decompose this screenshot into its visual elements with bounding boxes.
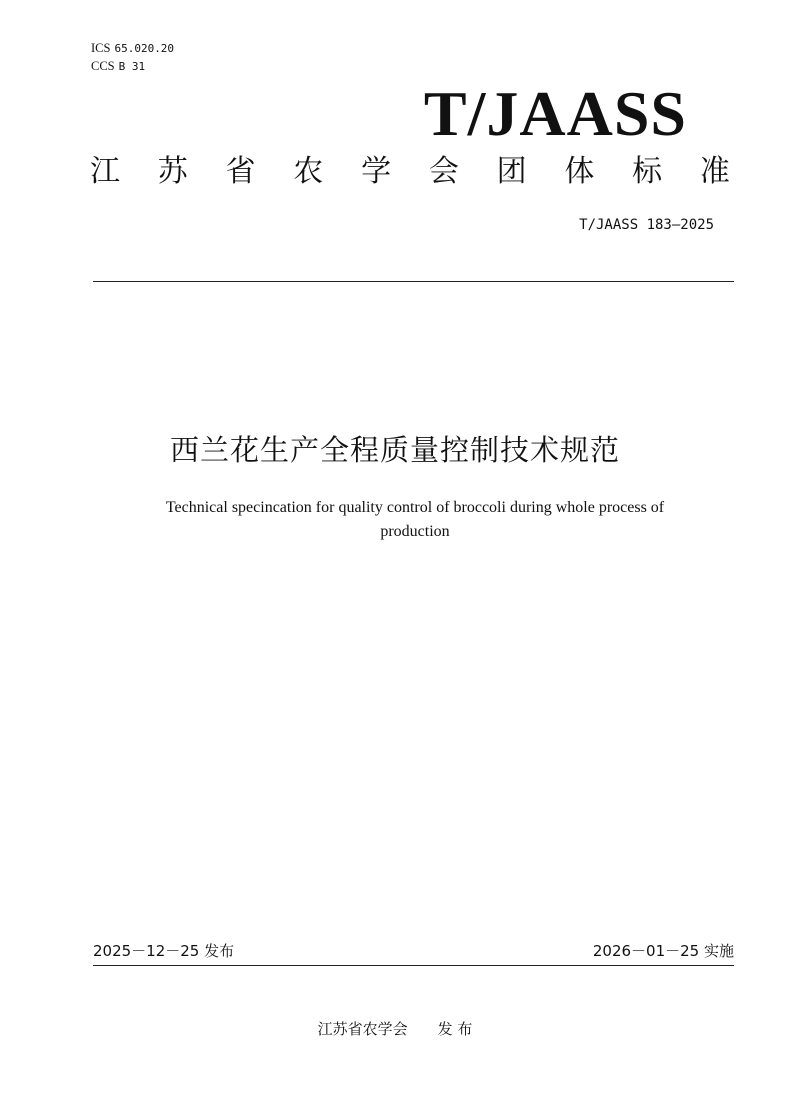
title-en-line-2: production [380, 523, 450, 540]
org-title-char: 苏 [157, 154, 188, 189]
brand-logo-text: T/JAASS [423, 78, 687, 149]
bottom-divider [93, 965, 734, 966]
standard-code: T/JAASS 183—2025 [579, 217, 714, 233]
ics-classification [91, 40, 174, 57]
publisher-action: 发 布 [437, 1020, 473, 1038]
ics-label: ICS [91, 41, 111, 55]
org-title-char: 江 [90, 154, 120, 189]
org-title-char: 学 [361, 154, 392, 189]
title-en-line-1: Technical specincation for quality control of broccoli during whole process of [165, 499, 665, 516]
org-standard-title [90, 150, 730, 194]
org-title-char: 会 [428, 154, 459, 189]
implementation-date: 2026－01－25 实施 [592, 942, 734, 960]
org-title-char: 省 [225, 154, 256, 189]
document-title-cn: 西兰花生产全程质量控制技术规范 [169, 433, 620, 467]
org-title-char: 标 [632, 154, 663, 189]
ccs-value: B 31 [118, 60, 146, 73]
ics-value: 65.020.20 [114, 42, 175, 55]
issue-date: 2025－12－25 发布 [93, 942, 235, 960]
top-divider [93, 281, 734, 282]
document-title-en [110, 496, 720, 544]
org-title-char: 团 [496, 154, 527, 189]
org-title-char: 农 [293, 154, 324, 189]
ccs-label: CCS [91, 59, 115, 73]
org-title-char: 准 [699, 154, 730, 189]
publisher-line [0, 1018, 790, 1040]
org-title-char: 体 [564, 154, 595, 189]
publisher-org: 江苏省农学会 [317, 1020, 408, 1038]
ccs-classification [91, 58, 145, 75]
